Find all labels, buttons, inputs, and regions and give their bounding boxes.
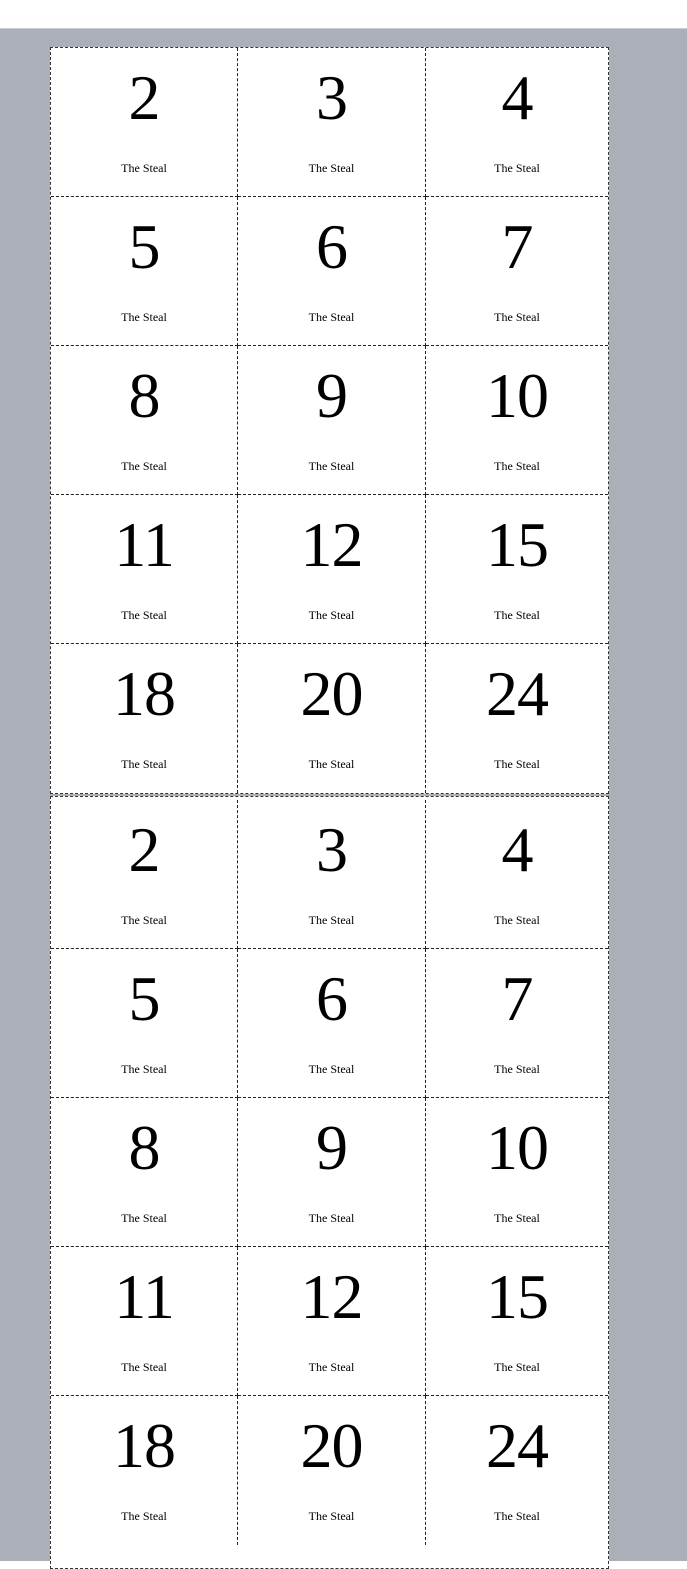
card-label: The Steal: [494, 1509, 540, 1523]
card: [51, 1098, 238, 1247]
card: [238, 495, 426, 644]
card-label: The Steal: [121, 1062, 167, 1076]
card-label: The Steal: [308, 161, 355, 175]
card-label: The Steal: [494, 608, 540, 622]
card-number: 8: [128, 360, 160, 431]
card-number: 4: [501, 814, 533, 885]
card-label: The Steal: [308, 1211, 355, 1225]
card-label: The Steal: [308, 310, 355, 324]
card-label: The Steal: [494, 757, 540, 771]
card-label: The Steal: [308, 1062, 355, 1076]
card: [426, 48, 608, 197]
card-grid: [51, 797, 608, 1545]
card-number: 9: [316, 360, 347, 431]
card-label: The Steal: [121, 310, 167, 324]
card-number: 3: [316, 814, 347, 885]
card: [426, 1396, 608, 1545]
card-label: The Steal: [308, 757, 355, 771]
card-number: 4: [501, 62, 533, 133]
card-label: The Steal: [121, 1509, 167, 1523]
card-label: The Steal: [121, 161, 167, 175]
card-number: 11: [114, 509, 174, 580]
card: [51, 197, 238, 346]
card-number: 7: [501, 963, 533, 1034]
card-number: 7: [501, 211, 533, 282]
card: [51, 1396, 238, 1545]
document-page: [50, 796, 609, 1569]
card: [426, 800, 608, 949]
card-number: 10: [486, 360, 548, 431]
card-label: The Steal: [494, 1062, 540, 1076]
card-number: 12: [300, 1261, 363, 1332]
card-label: The Steal: [308, 608, 355, 622]
card-number: 3: [316, 62, 347, 133]
card-label: The Steal: [121, 459, 167, 473]
card: [238, 1396, 426, 1545]
card: [238, 644, 426, 793]
card-label: The Steal: [121, 608, 167, 622]
card-number: 6: [316, 211, 347, 282]
card-label: The Steal: [308, 913, 355, 927]
card: [426, 346, 608, 495]
card-number: 5: [128, 963, 160, 1034]
card: [51, 800, 238, 949]
viewer-toolbar: [0, 0, 687, 29]
card: [51, 1247, 238, 1396]
card: [238, 197, 426, 346]
card-number: 15: [486, 509, 548, 580]
card-label: The Steal: [121, 757, 167, 771]
card-label: The Steal: [494, 161, 540, 175]
card-label: The Steal: [494, 310, 540, 324]
card: [426, 495, 608, 644]
card-number: 12: [300, 509, 363, 580]
card-label: The Steal: [121, 913, 167, 927]
document-viewer[interactable]: [0, 29, 687, 1561]
card-number: 2: [128, 814, 160, 885]
card-label: The Steal: [121, 1360, 167, 1374]
card: [51, 48, 238, 197]
card: [238, 346, 426, 495]
card-label: The Steal: [308, 1360, 355, 1374]
card-number: 2: [128, 62, 160, 133]
card-label: The Steal: [494, 913, 540, 927]
card-label: The Steal: [121, 1211, 167, 1225]
card-number: 6: [316, 963, 347, 1034]
card: [426, 1098, 608, 1247]
card-number: 20: [300, 658, 363, 729]
card: [426, 1247, 608, 1396]
card: [51, 346, 238, 495]
card-number: 18: [113, 658, 175, 729]
card: [238, 800, 426, 949]
card-label: The Steal: [494, 1360, 540, 1374]
document-page: [50, 47, 609, 794]
card-number: 11: [114, 1261, 174, 1332]
card-number: 15: [486, 1261, 548, 1332]
card: [238, 1098, 426, 1247]
card-label: The Steal: [494, 459, 540, 473]
card-label: The Steal: [494, 1211, 540, 1225]
card: [426, 644, 608, 793]
card-number: 20: [300, 1410, 363, 1481]
card-grid: [51, 48, 608, 793]
card: [426, 949, 608, 1098]
card: [51, 949, 238, 1098]
card-number: 9: [316, 1112, 347, 1183]
card: [426, 197, 608, 346]
card-number: 24: [486, 1410, 548, 1481]
card: [238, 949, 426, 1098]
card-label: The Steal: [308, 1509, 355, 1523]
card-number: 24: [486, 658, 548, 729]
card: [51, 495, 238, 644]
card-number: 18: [113, 1410, 175, 1481]
card: [238, 1247, 426, 1396]
card-label: The Steal: [308, 459, 355, 473]
card-number: 10: [486, 1112, 548, 1183]
card: [238, 48, 426, 197]
card-number: 8: [128, 1112, 160, 1183]
card-number: 5: [128, 211, 160, 282]
card: [51, 644, 238, 793]
